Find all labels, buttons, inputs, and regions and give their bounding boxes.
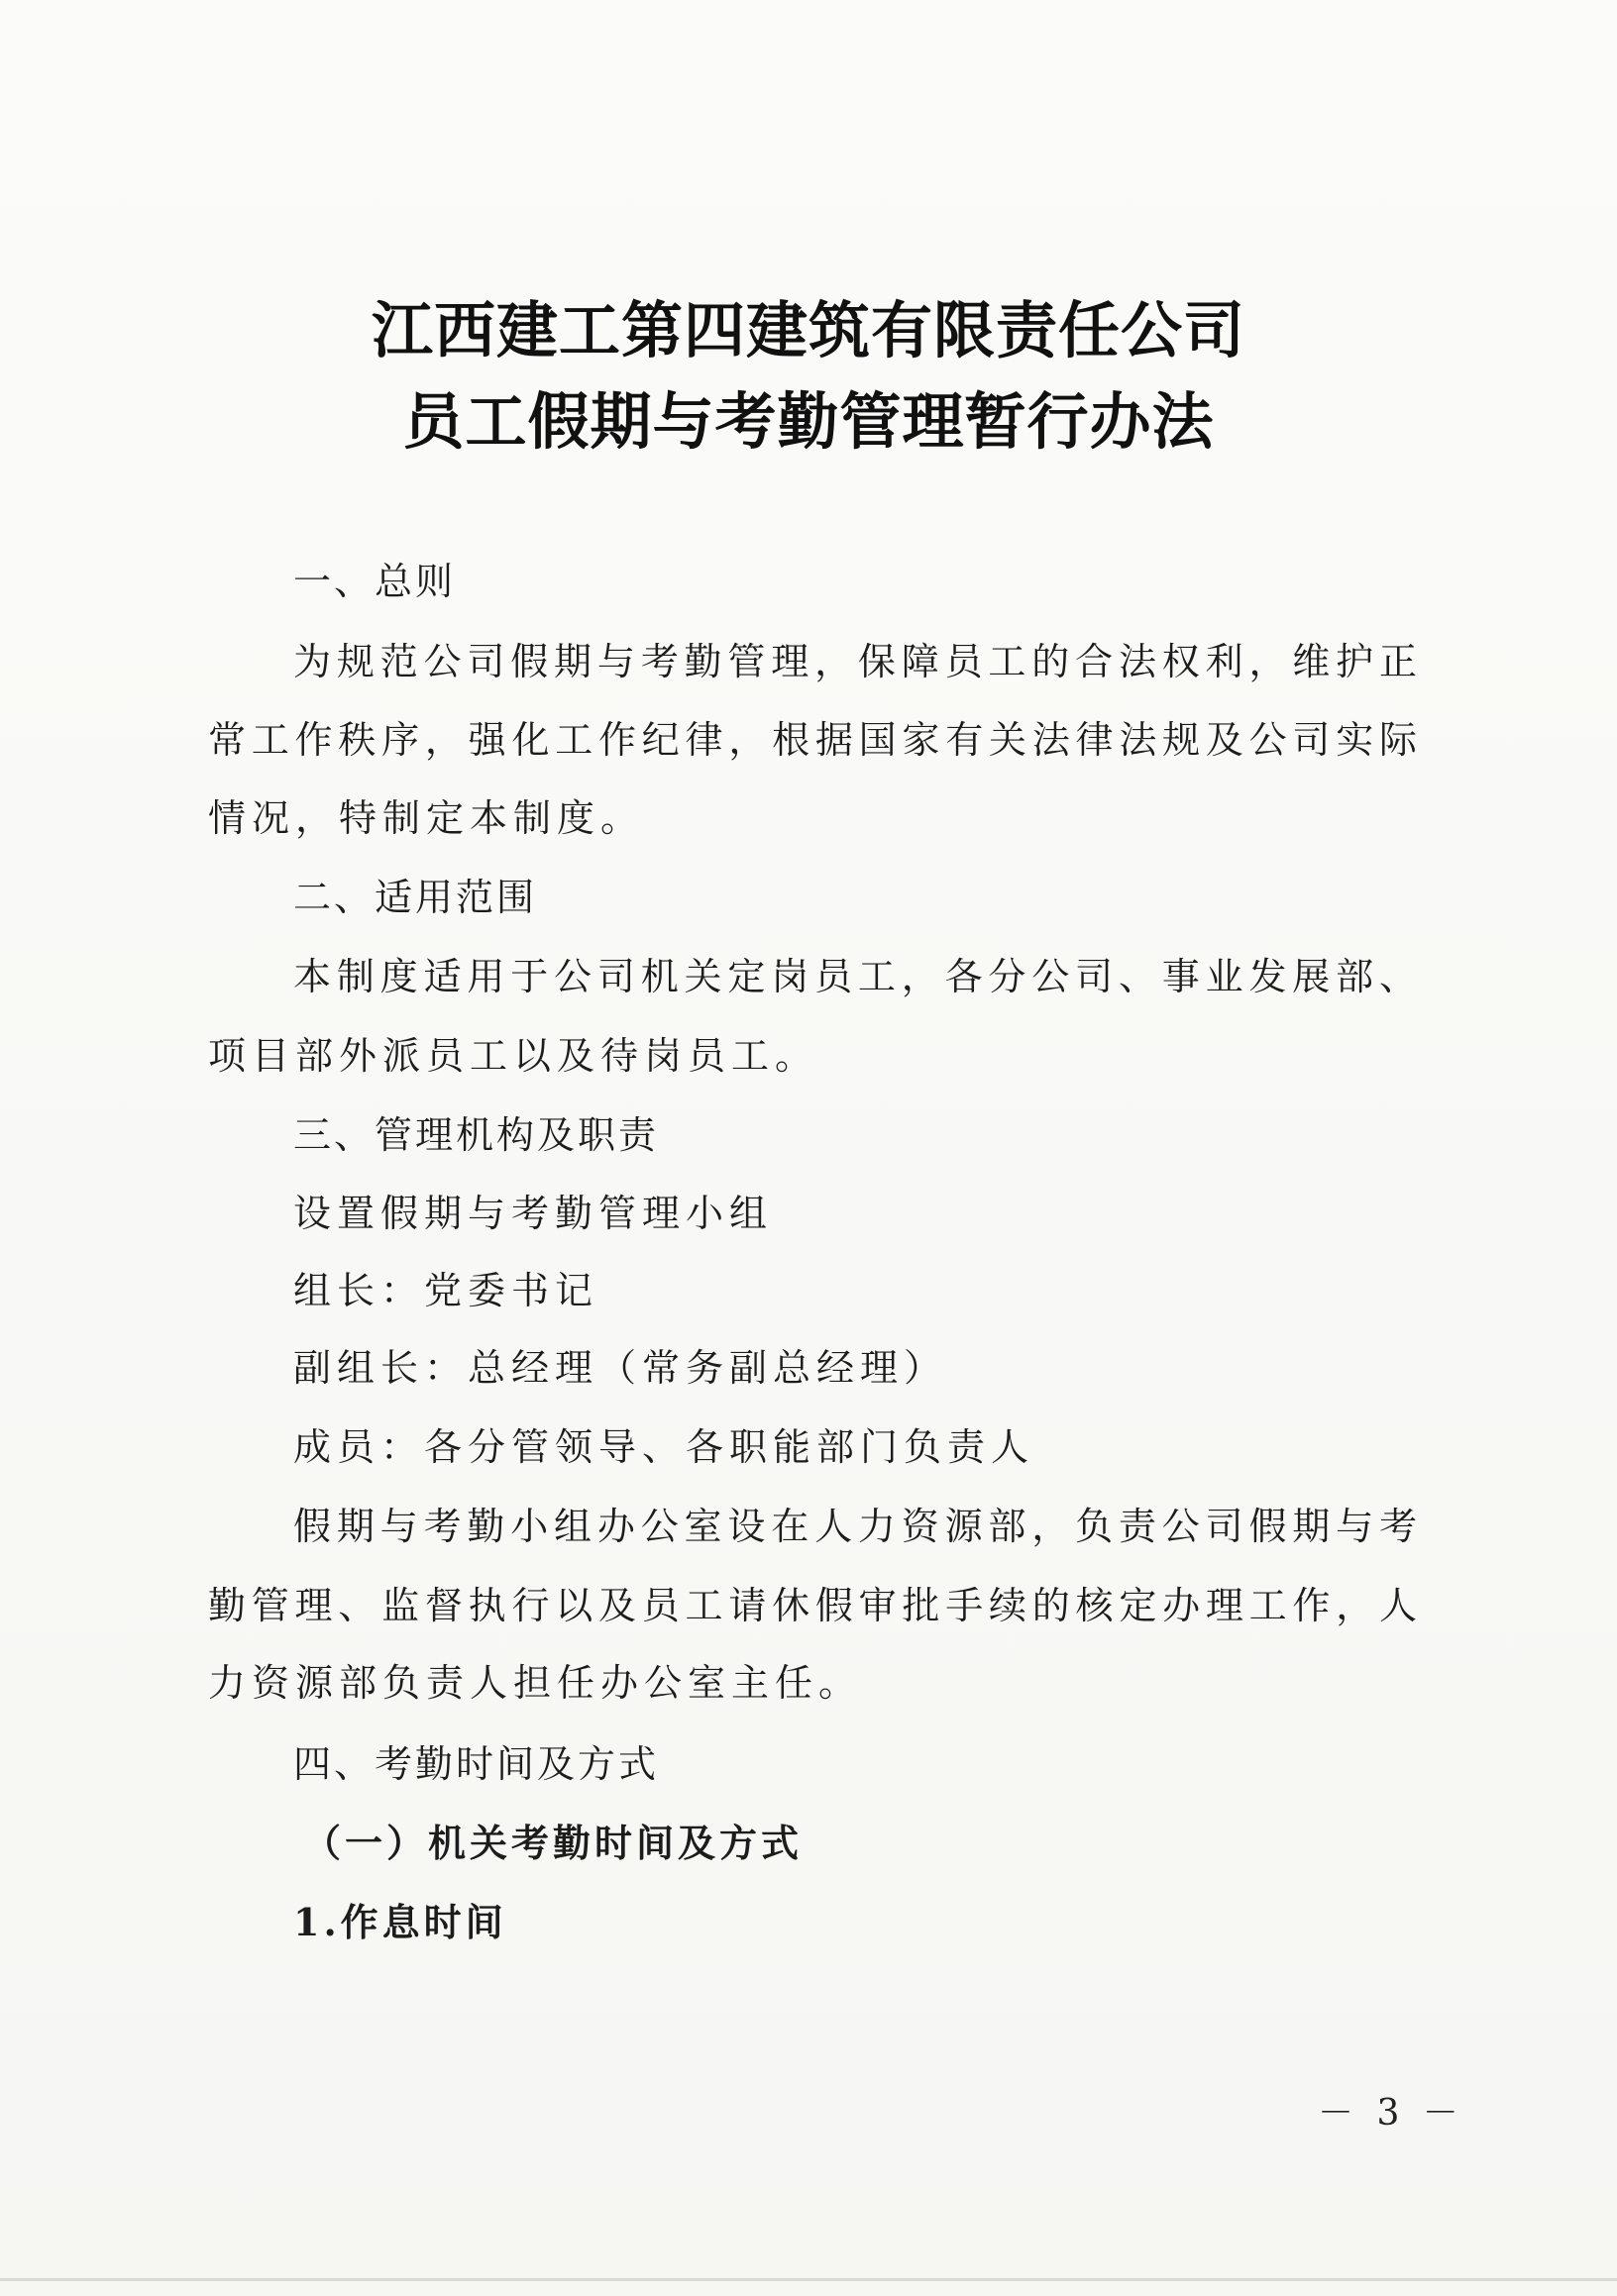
section-heading-attendance: 四、考勤时间及方式 bbox=[293, 1742, 660, 1786]
paragraph-line: 假期与考勤小组办公室设在人力资源部，负责公司假期与考 bbox=[293, 1505, 1417, 1548]
document-title bbox=[0, 285, 1617, 468]
title-line-1: 江西建工第四建筑有限责任公司 bbox=[371, 294, 1245, 366]
subsection-heading: （一）机关考勤时间及方式 bbox=[303, 1821, 804, 1865]
paragraph-line: 本制度适用于公司机关定岗员工，各分公司、事业发展部、 bbox=[293, 955, 1417, 998]
paragraph-line: 项目部外派员工以及待岗员工。 bbox=[208, 1034, 819, 1078]
paragraph-line: 力资源部负责人担任办公室主任。 bbox=[208, 1661, 863, 1705]
page-number: － 3 － bbox=[1318, 2093, 1464, 2134]
paragraph-line: 成员：各分管领导、各职能部门负责人 bbox=[293, 1425, 1035, 1469]
section-heading-general: 一、总则 bbox=[293, 560, 457, 603]
paragraph-line: 设置假期与考勤管理小组 bbox=[293, 1192, 774, 1235]
title-line-2: 员工假期与考勤管理暂行办法 bbox=[402, 385, 1215, 458]
bottom-edge bbox=[0, 2278, 1617, 2281]
section-heading-scope: 二、适用范围 bbox=[293, 876, 538, 919]
paragraph-line: 勤管理、监督执行以及员工请休假审批手续的核定办理工作，人 bbox=[208, 1584, 1417, 1627]
paragraph-line: 副组长：总经理（常务副总经理） bbox=[293, 1346, 948, 1390]
paragraph-line: 组长：党委书记 bbox=[293, 1269, 599, 1312]
paragraph-line: 情况，特制定本制度。 bbox=[208, 796, 645, 840]
item-heading: 1.作息时间 bbox=[293, 1900, 507, 1944]
paragraph-line: 为规范公司假期与考勤管理，保障员工的合法权利，维护正 bbox=[293, 640, 1417, 683]
section-heading-organization: 三、管理机构及职责 bbox=[293, 1113, 660, 1157]
paragraph-line: 常工作秩序，强化工作纪律，根据国家有关法律法规及公司实际 bbox=[208, 718, 1417, 762]
